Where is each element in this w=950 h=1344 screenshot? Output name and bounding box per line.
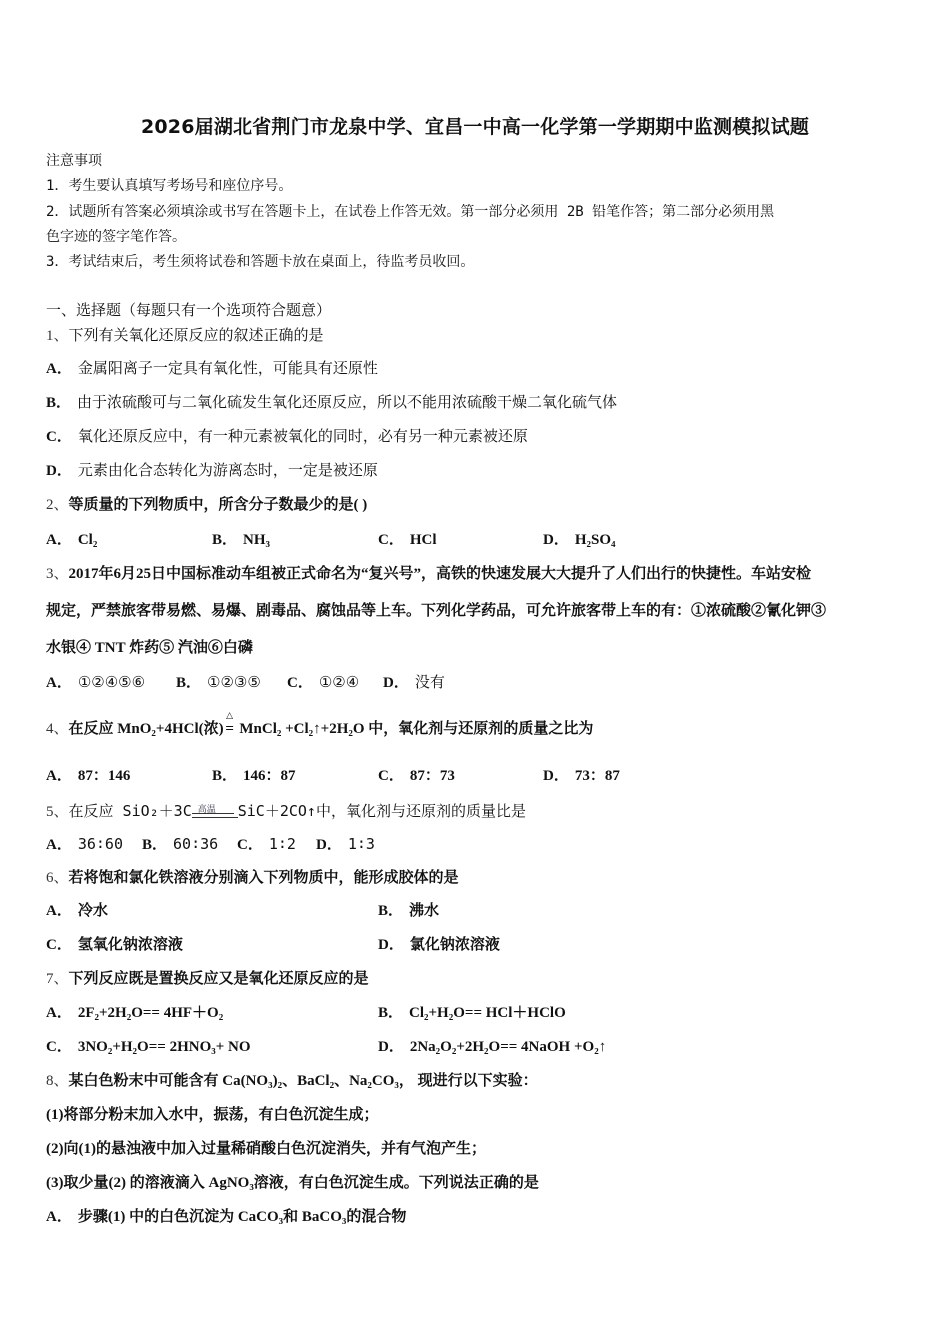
option-text: 87：73: [409, 768, 455, 784]
option[interactable]: [46, 1207, 406, 1227]
notice-item: 1．考生要认真填写考场号和座位序号。: [46, 178, 293, 194]
question-stem: [46, 326, 324, 346]
option-label: A．: [46, 532, 72, 548]
option-text: 氯化钠浓溶液: [409, 937, 500, 953]
question-text: 在反应 SiO₂＋3C: [68, 802, 192, 820]
option-label: C．: [46, 429, 72, 445]
option[interactable]: [46, 1037, 251, 1057]
option[interactable]: [378, 766, 455, 786]
option[interactable]: [46, 359, 378, 379]
option-label: D．: [543, 768, 569, 784]
option-label: B．: [378, 1005, 404, 1021]
option-text: 金属阳离子一定具有氧化性，可能具有还原性: [77, 361, 378, 377]
option-label: A．: [46, 768, 72, 784]
option[interactable]: [142, 834, 218, 855]
question-number: 1、: [46, 328, 69, 344]
experiment-step: (2)向(1)的悬浊液中加入过量稀硝酸白色沉淀消失，并有气泡产生；: [46, 1141, 486, 1157]
option-label: A．: [46, 1005, 72, 1021]
question-text: 2017年6月25日中国标准动车组被正式命名为“复兴号”，高铁的快速发展大大提升了人们出行的快捷性。车站安检: [68, 566, 812, 582]
question-number: 3、: [46, 566, 69, 582]
option-label: D．: [46, 463, 72, 479]
option[interactable]: [543, 530, 616, 550]
option-label: C．: [287, 675, 313, 691]
option-label: D．: [543, 532, 569, 548]
option-label: B．: [142, 837, 168, 853]
option-text: 氢氧化钠浓溶液: [77, 937, 183, 953]
option-text: 3NO₂+H₂O== 2HNO₃+ NO: [77, 1039, 251, 1055]
option-label: D．: [378, 937, 404, 953]
option-text: 没有: [414, 675, 445, 691]
question-text: 水银④ TNT 炸药⑤ 汽油⑥白磷: [46, 640, 253, 656]
option[interactable]: [316, 834, 375, 855]
option[interactable]: [46, 1003, 223, 1023]
option-label: C．: [46, 1039, 72, 1055]
experiment-step: (1)将部分粉末加入水中，振荡，有白色沉淀生成；: [46, 1107, 379, 1123]
option-label: B．: [212, 532, 238, 548]
question-text: SiC＋2CO↑中，氧化剂与还原剂的质量比是: [237, 802, 526, 820]
option[interactable]: [46, 461, 378, 481]
option-text: 氧化还原反应中，有一种元素被氧化的同时，必有另一种元素被还原: [77, 429, 528, 445]
option[interactable]: [46, 935, 183, 955]
option[interactable]: [383, 673, 445, 693]
option-text: 由于浓硫酸可与二氧化硫发生氧化还原反应，所以不能用浓硫酸干燥二氧化硫气体: [77, 395, 618, 411]
option-label: C．: [237, 837, 263, 853]
option[interactable]: [46, 393, 617, 413]
option-label: C．: [46, 937, 72, 953]
question-text: 下列有关氧化还原反应的叙述正确的是: [68, 328, 324, 344]
question-text: 若将饱和氯化铁溶液分别滴入下列物质中，能形成胶体的是: [68, 870, 459, 886]
option[interactable]: [378, 530, 437, 550]
option-label: C．: [378, 532, 404, 548]
question-stem: [46, 801, 526, 822]
page-title: 2026届湖北省荆门市龙泉中学、宜昌一中高一化学第一学期期中监测模拟试题: [140, 116, 810, 138]
option-text: 60∶36: [173, 835, 219, 853]
option-text: 1∶3: [347, 835, 375, 853]
question-text: MnCl₂ +Cl₂↑+2H₂O 中，氧化剂与还原剂的质量之比为: [235, 721, 594, 737]
option-label: A．: [46, 675, 72, 691]
option-text: 步骤(1) 中的白色沉淀为 CaCO₃和 BaCO₃的混合物: [77, 1209, 407, 1225]
heating-equals-sign: △ =: [224, 719, 236, 739]
option[interactable]: [543, 766, 620, 786]
option[interactable]: [378, 1037, 606, 1057]
high-temperature-equals-sign: [192, 806, 238, 820]
option[interactable]: [46, 901, 108, 921]
option[interactable]: [46, 673, 145, 693]
option-label: B．: [212, 768, 238, 784]
question-stem: [46, 969, 369, 989]
question-stem: [46, 495, 367, 515]
question-number: 2、: [46, 497, 69, 513]
question-text: 规定，严禁旅客带易燃、易爆、剧毒品、腐蚀品等上车。下列化学药品，可允许旅客带上车的有：①浓硫酸②氰化钾③: [46, 603, 827, 619]
option[interactable]: [378, 1003, 566, 1023]
question-number: 8、: [46, 1073, 69, 1089]
option[interactable]: [46, 766, 130, 786]
question-stem: [46, 564, 811, 584]
notice-heading: 注意事项: [46, 153, 102, 169]
option-label: A．: [46, 361, 72, 377]
question-stem: [46, 710, 594, 739]
option[interactable]: [176, 673, 261, 693]
heat-condition: △: [226, 710, 234, 720]
option-label: A．: [46, 903, 72, 919]
option-text: ①②④: [318, 675, 360, 691]
option-text: 沸水: [409, 903, 440, 919]
option-text: ①②③⑤: [207, 675, 261, 691]
option-label: D．: [378, 1039, 404, 1055]
option-text: 冷水: [77, 903, 108, 919]
question-number: 5、: [46, 804, 69, 820]
option-text: H₂SO₄: [574, 532, 616, 548]
question-number: 6、: [46, 870, 69, 886]
option-text: 73：87: [574, 768, 620, 784]
option-label: B．: [378, 903, 404, 919]
option[interactable]: [212, 530, 270, 550]
option-text: 1∶2: [268, 835, 296, 853]
option-label: A．: [46, 837, 72, 853]
notice-item: 2．试题所有答案必须填涂或书写在答题卡上，在试卷上作答无效。第一部分必须用 2B 铅笔作答；第二部分必须用黑: [46, 204, 775, 220]
option-text: Cl₂: [77, 532, 98, 548]
question-number: 7、: [46, 971, 69, 987]
option[interactable]: [237, 834, 296, 855]
question-text: 在反应 MnO₂+4HCl(浓): [68, 721, 224, 737]
option-text: Cl₂+H₂O== HCl＋HClO: [409, 1005, 566, 1021]
notice-item: 色字迹的签字笔作答。: [46, 229, 186, 245]
option-text: 2Na₂O₂+2H₂O== 4NaOH +O₂↑: [409, 1039, 607, 1055]
option[interactable]: [212, 766, 296, 786]
option-text: ①②④⑤⑥: [77, 675, 146, 691]
heat-condition: 高温: [197, 804, 216, 815]
question-number: 4、: [46, 721, 69, 737]
question-text: 等质量的下列物质中，所含分子数最少的是( ): [68, 497, 368, 513]
option-text: 146：87: [243, 768, 296, 784]
option[interactable]: [378, 901, 439, 921]
option-label: D．: [316, 837, 342, 853]
option[interactable]: [46, 427, 528, 447]
option-text: HCl: [409, 532, 437, 548]
option[interactable]: [378, 935, 500, 955]
question-text: 下列反应既是置换反应又是氧化还原反应的是: [68, 971, 369, 987]
option-text: NH₃: [243, 532, 271, 548]
option-label: A．: [46, 1209, 72, 1225]
question-stem: [46, 868, 459, 888]
notice-item: 3．考试结束后，考生须将试卷和答题卡放在桌面上，待监考员收回。: [46, 254, 475, 270]
option[interactable]: [287, 673, 359, 693]
option-text: 36∶60: [77, 835, 123, 853]
option-label: B．: [46, 395, 72, 411]
section-heading: 一、选择题（每题只有一个选项符合题意）: [46, 303, 332, 319]
option-text: 2F₂+2H₂O== 4HF＋O₂: [77, 1005, 224, 1021]
option-label: B．: [176, 675, 202, 691]
experiment-step: (3)取少量(2) 的溶液滴入 AgNO₃溶液，有白色沉淀生成。下列说法正确的是: [46, 1175, 539, 1191]
option[interactable]: [46, 834, 123, 855]
option[interactable]: [46, 530, 97, 550]
question-text: 某白色粉末中可能含有 Ca(NO₃)₂、BaCl₂、Na₂CO₃， 现进行以下实验：: [68, 1073, 538, 1089]
option-text: 元素由化合态转化为游离态时，一定是被还原: [77, 463, 378, 479]
option-label: D．: [383, 675, 409, 691]
option-label: C．: [378, 768, 404, 784]
question-stem: [46, 1071, 538, 1091]
option-text: 87：146: [77, 768, 131, 784]
